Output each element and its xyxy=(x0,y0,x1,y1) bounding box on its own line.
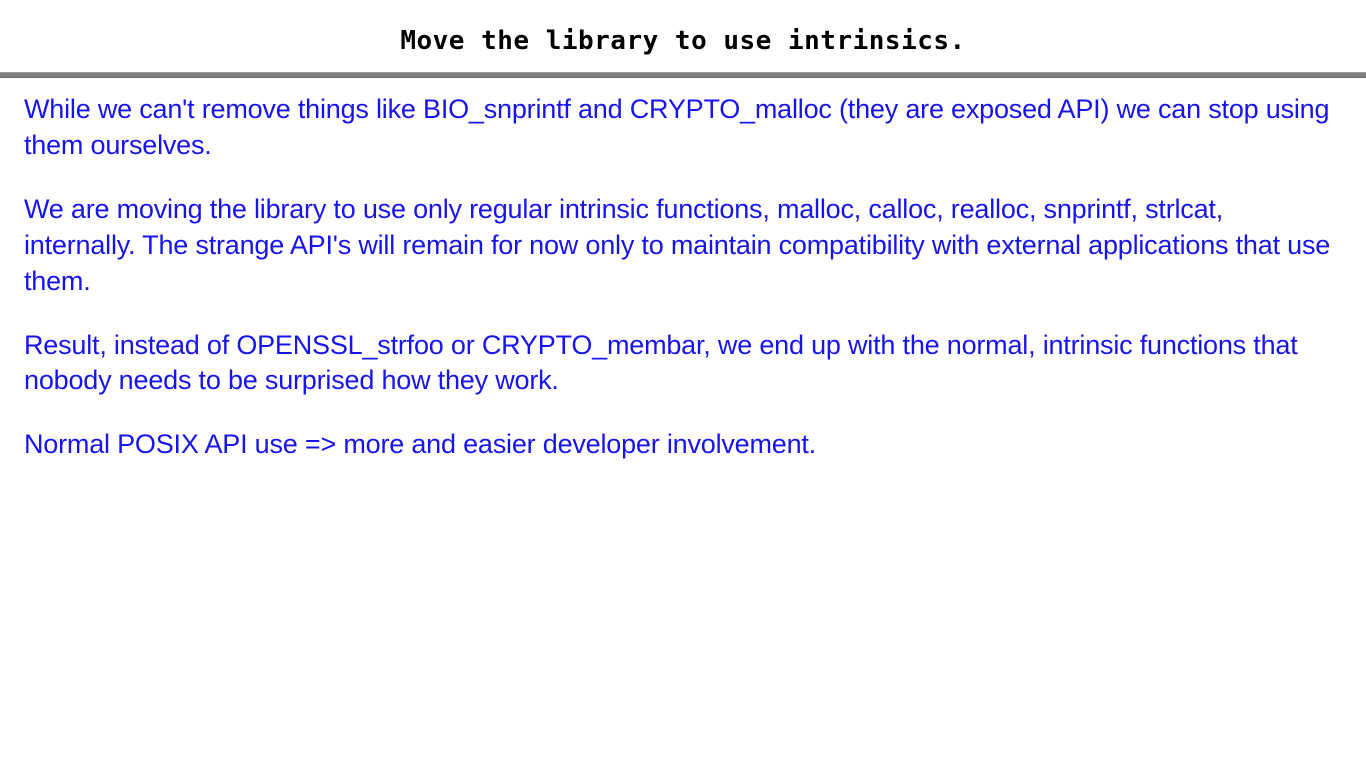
page-title: Move the library to use intrinsics. xyxy=(400,26,966,56)
body-paragraph: Result, instead of OPENSSL_strfoo or CRYPTO_membar, we end up with the normal, intrinsic functions that nobody needs to be surprised how they work. xyxy=(24,329,1298,396)
body-paragraph: We are moving the library to use only regular intrinsic functions, malloc, calloc, realloc, snprintf, strlcat, internally. The strange API's will remain for now only to maintain compatibility with external applications that use them. xyxy=(24,193,1331,296)
body-paragraph: While we can't remove things like BIO_snprintf and CRYPTO_malloc (they are exposed API) we can stop using them ourselves. xyxy=(24,94,1330,160)
body-paragraph: Normal POSIX API use => more and easier developer involvement. xyxy=(24,429,817,460)
slide-body xyxy=(0,78,1366,463)
